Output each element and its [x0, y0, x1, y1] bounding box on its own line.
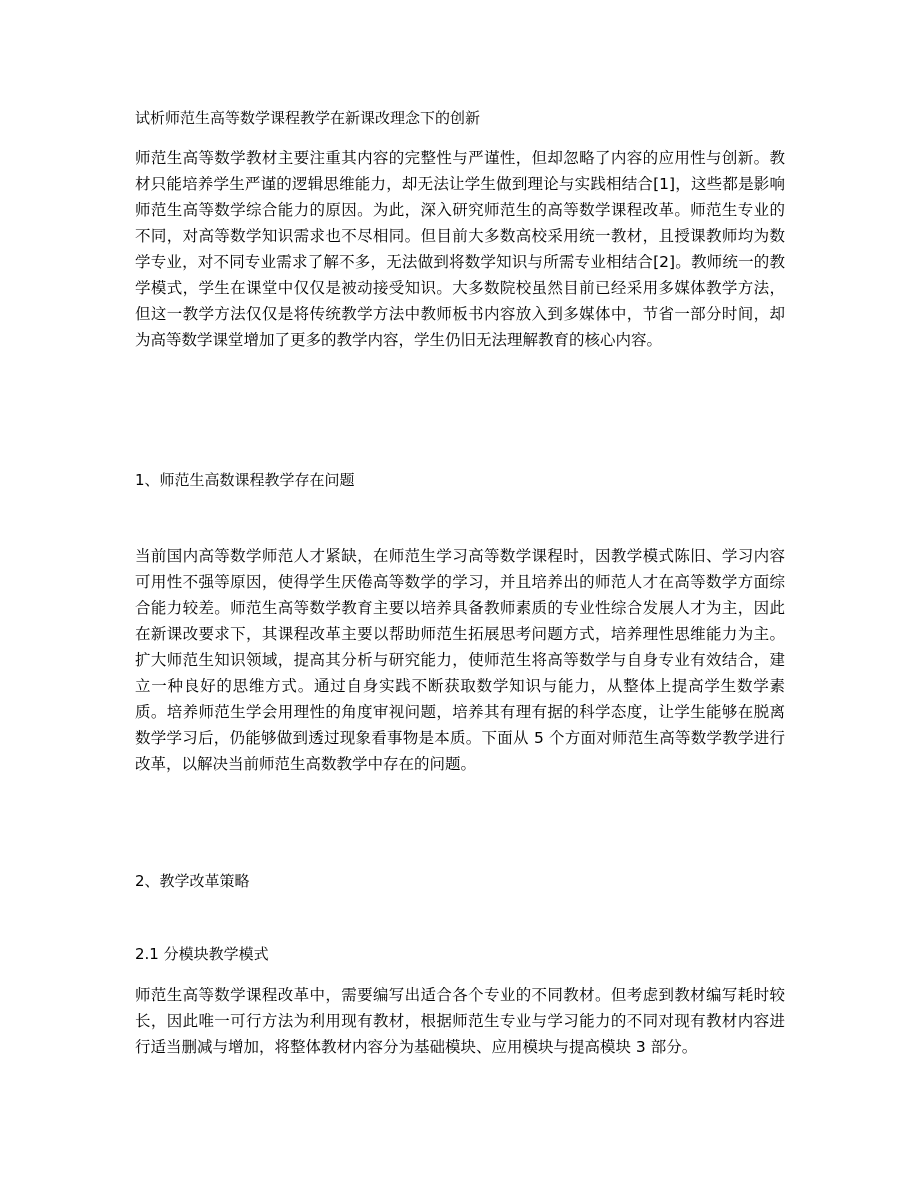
section-2-heading: 2、教学改革策略 — [135, 872, 250, 890]
section-1-paragraph: 当前国内高等数学师范人才紧缺，在师范生学习高等数学课程时，因教学模式陈旧、学习内容可用性不强等原因，使得学生厌倦高等数学的学习，并且培养出的师范人才在高等数学方面综合能力较差。师范生高等数学教育主要以培养具备教师素质的专业性综合发展人才为主，因此在新课改要求下，其课程改革主要以帮助师范生拓展思考问题方式，培养理性思维能力为主。扩大师范生知识领域，提高其分析与研究能力，使师范生将高等数学与自身专业有效结合，建立一种良好的思维方式。通过自身实践不断获取数学知识与能力，从整体上提高学生数学素质。培养师范生学会用理性的角度审视问题，培养其有理有据的科学态度，让学生能够在脱离数学学习后，仍能够做到透过现象看事物是本质。下面从 5 个方面对师范生高等数学教学进行改革，以解决当前师范生高数教学中存在的问题。 — [135, 547, 785, 773]
document-title: 试析师范生高等数学课程教学在新课改理念下的创新 — [135, 109, 481, 127]
intro-paragraph: 师范生高等数学教材主要注重其内容的完整性与严谨性，但却忽略了内容的应用性与创新。教材只能培养学生严谨的逻辑思维能力，却无法让学生做到理论与实践相结合[1]，这些都是影响师范生高等数学综合能力的原因。为此，深入研究师范生的高等数学课程改革。师范生专业的不同，对高等数学知识需求也不尽相同。但目前大多数高校采用统一教材，且授课教师均为数学专业，对不同专业需求了解不多，无法做到将数学知识与所需专业相结合[2]。教师统一的教学模式，学生在课堂中仅仅是被动接受知识。大多数院校虽然目前已经采用多媒体教学方法，但这一教学方法仅仅是将传统教学方法中教师板书内容放入到多媒体中，节省一部分时间，却为高等数学课堂增加了更多的教学内容，学生仍旧无法理解教育的核心内容。 — [135, 149, 785, 349]
section-1-heading: 1、师范生高数课程教学存在问题 — [135, 471, 355, 489]
section-2-1-heading: 2.1 分模块教学模式 — [135, 945, 269, 963]
section-2-1-paragraph: 师范生高等数学课程改革中，需要编写出适合各个专业的不同教材。但考虑到教材编写耗时较长，因此唯一可行方法为利用现有教材，根据师范生专业与学习能力的不同对现有教材内容进行适当删减与增加，将整体教材内容分为基础模块、应用模块与提高模块 3 部分。 — [135, 986, 785, 1056]
